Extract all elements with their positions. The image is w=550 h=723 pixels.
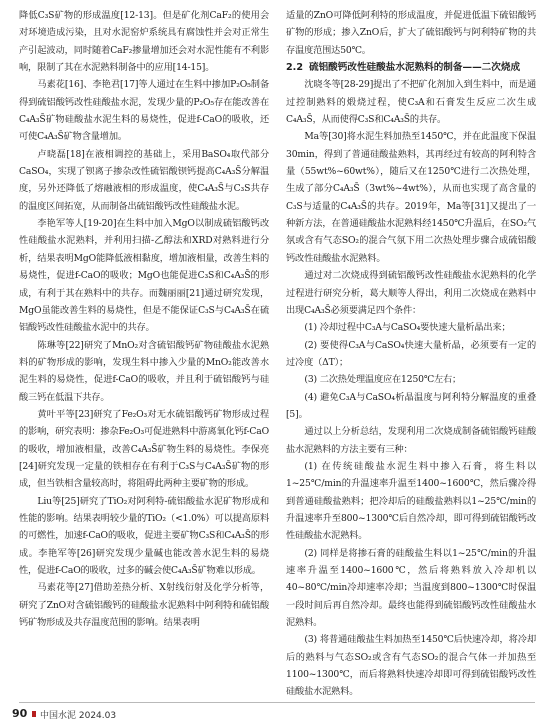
paragraph: 通过对二次烧成得到硫铝酸钙改性硅酸盐水泥熟料的化学过程进行研究分析，葛大顺等人得出，利用二次烧成在熟料中出现C₄A₃S̄必须要满足四个条件： [286,270,536,316]
paragraph: 通过以上分析总结，发现利用二次烧成制备硫铝酸钙硅酸盐水泥熟料的方法主要有三种： [286,426,536,455]
paragraph: 马素花[16]、李艳君[17]等人通过在生料中掺加P₂O₅制备得到硫铝酸钙改性硅酸盐水泥，发现少量的P₂O₅存在能改善在C₄A₃S̄矿物硅酸盐水泥生料的易烧性，促进f-CaO的吸收，还可使C₄A₃S̄矿物含量增加。 [19,79,269,143]
right-column [286,7,536,701]
footer-accent-bar [32,711,36,717]
page-footer [0,696,550,723]
page-number: 90 [12,707,28,720]
paragraph: Liu等[25]研究了TiO₂对阿利特-硫铝酸盐水泥矿物形成和性能的影响。结果表明较少量的TiO₂（<1.0%）可以提高原料的可燃性，加速f-CaO的吸收，促进主要矿物C₃S和C₄A₃S̄的形成。李艳军等[26]研究发现少量碱也能改善水泥生料的易烧性，促进f-CaO的吸收，过多的碱会使C₄A₃S̄矿物难以形成。 [19,495,269,576]
paragraph: 沈晓冬等[28-29]提出了不把矿化剂加入到生料中，而是通过控制熟料的煅烧过程，使C₃A和石膏发生反应二次生成C₄A₃S̄，从而使得C₃S和C₄A₃S̄的共存。 [286,79,536,126]
paragraph: (1) 冷却过程中C₃A与CaSO₄要快速大量析晶出来； [304,322,511,334]
paragraph: 陈琳等[22]研究了MnO₂对含硫铝酸钙矿物硅酸盐水泥熟料的矿物形成的影响，发现生料中掺入少量的MnO₂能改善水泥生料的易烧性，促进f-CaO的吸收，并且利于硫铝酸钙与硅酸三钙在低温下共存。 [19,339,269,403]
left-column [19,7,269,631]
paragraph: 黄叶平等[23]研究了Fe₂O₃对无水硫铝酸钙矿物形成过程的影响，研究表明：掺杂Fe₂O₃可促进熟料中游离氧化钙f-CaO的吸收，增加液相量，改善C₄A₃S̄矿物生料的易烧性。李保亮[24]研究发现一定量的铁相存在有利于C₃S与C₄A₃S̄矿物的形成，但当铁相含量较高时，将阻碍此两种主要矿物的形成。 [19,408,269,490]
paragraph: (1) 在传统硅酸盐水泥生料中掺入石膏，将生料以1~25℃/min的升温速率升温至1400~1600℃，然后骤冷得到普通硅酸盐熟料；把冷却后的硅酸盐熟料以1~25℃/min的升温速率升至800~1300℃后自然冷却，即可得到硫铝酸钙改性硅酸盐水泥熟料。 [286,460,536,542]
paragraph: (2) 同样是将掺石膏的硅酸盐生料以1~25℃/min的升温速率升温至1400~1600℃，然后将熟料放入冷却机以40~80℃/min冷却速率冷却；当温度到800~1300℃时保温一段时间后再自然冷却。最终也能得到硫铝酸钙改性硅酸盐水泥熟料。 [286,547,536,629]
paragraph: 李艳军等人[19-20]在生料中加入MgO以制成硫铝酸钙改性硅酸盐水泥熟料，并利用扫描-乙醇法和XRD对熟料进行分析，结果表明MgO能降低液相黏度，增加液相量，改善生料的易烧性，促进f-CaO的吸收；MgO也能促进C₃S和C₄A₃S̄的形成，有利于其在熟料中的共存。而魏丽丽[21]通过研究发现，MgO虽能改善生料的易烧性，但是不能保证C₃S与C₄A₃S̄在硫铝酸钙改性硅酸盐水泥中的共存。 [19,218,269,334]
section-heading [286,59,536,76]
journal-name: 中国水泥 2024.03 [40,711,117,721]
footer-rule [19,702,535,703]
paragraph: 卢晓磊[18]在液相调控的基础上，采用BaSO₄取代部分CaSO₄，实现了钡离子掺杂改性硫铝酸钡钙提高C₄A₃S̄分解温度，另外还降低了熔融液相的形成温度，使C₄A₃S̄与C₃S共存的温度区间拓宽，从而制备出硫铝酸钙改性硅酸盐水泥。 [19,148,269,212]
right-column-top [286,7,536,59]
paragraph: (4) 避免C₃A与CaSO₄析晶温度与阿利特分解温度的重叠[5]。 [286,391,536,420]
paragraph: 马素花等[27]借助差热分析、X射线衍射及化学分析等，研究了ZnO对含硫铝酸钙的硅酸盐水泥熟料中阿利特和硫铝酸钙矿物形成及共存温度范围的影响。结果表明 [19,582,269,629]
paragraph: (3) 将普通硅酸盐生料加热至1450℃后快速冷却，将冷却后的熟料与气态SO₂或含有气态SO₂的混合气体一并加热至1100~1300℃，而后将熟料快速冷却即可得到硫铝酸钙改性硅酸盐水泥熟料。 [286,634,536,698]
section-title: 硫铝酸钙改性硅酸盐水泥熟料的制备——二次烧成 [309,62,521,74]
section-number: 2.2 [286,62,303,74]
paragraph: (3) 二次热处理温度应在1250℃左右； [304,374,462,386]
paragraph: (2) 要使得C₃A与CaSO₄快速大量析晶，必须要有一定的过冷度（ΔT）； [286,339,536,368]
right-column-body [286,76,536,700]
paragraph: 适量的ZnO可降低阿利特的形成温度，并促进低温下硫铝酸钙矿物的形成；掺入ZnO后，扩大了硫铝酸钙与阿利特矿物的共存温度范围达50℃。 [286,10,536,56]
paragraph: Ma等[30]将水泥生料加热至1450℃，并在此温度下保温30min，得到了普通硅酸盐熟料，其再经过有较高的阿利特含量（55wt%~60wt%），随后又在1250℃进行二次热处理，生成了部分C₄A₃S̄（3wt%~4wt%），从而也实现了高含量的C₃S与适量的C₄A₃S̄的共存。2019年，Ma等[31]又提出了一种新方法，在普通硅酸盐水泥熟料经1450℃升温后，在SO₂气氛或含有气态SO₂的混合气氛下用二次热处理步骤合成硫铝酸钙改性硅酸盐水泥熟料。 [286,131,536,264]
paragraph: 降低C₃S矿物的形成温度[12-13]。但是矿化剂CaF₂的使用会对环境造成污染，且对水泥窑炉系统具有腐蚀性并会对正常生产引起波动，同时随着CaF₂掺量增加还会对水泥性能有不利影响，限制了其在水泥熟料制备中的应用[14-15]。 [19,10,269,74]
